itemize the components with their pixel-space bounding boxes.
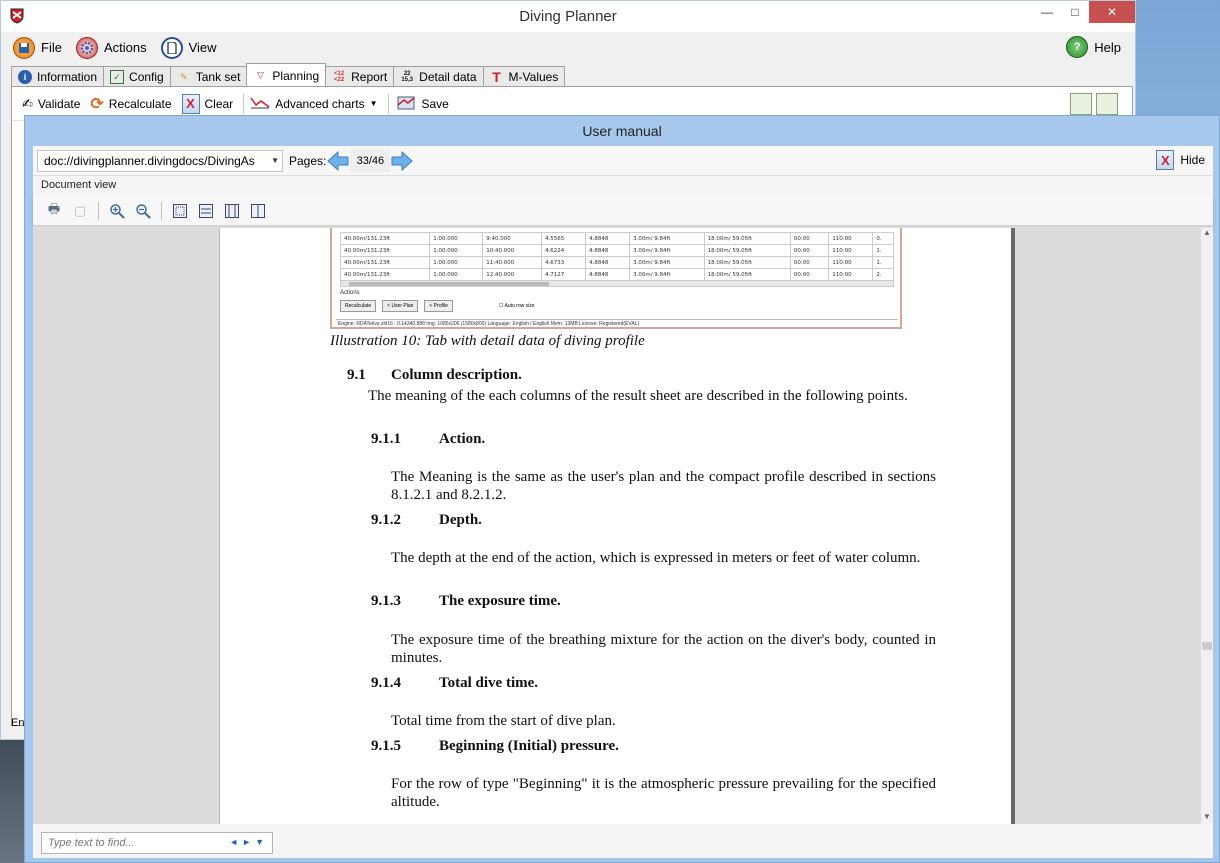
m-values-icon: T: [492, 69, 501, 85]
toolbar-separator: [98, 202, 99, 220]
snippet-table-cell: 3.00m/ 9.84ft: [630, 245, 705, 257]
snippet-table-row: [341, 233, 894, 245]
detail-icon: [400, 70, 414, 84]
snippet-table-cell: 9:40.000: [483, 233, 542, 245]
tab-detail-data[interactable]: [393, 66, 483, 87]
scrollbar-thumb[interactable]: [1202, 642, 1212, 650]
chart-icon: [250, 95, 270, 112]
app-shield-icon: [9, 8, 25, 24]
close-icon: X: [1156, 150, 1174, 170]
snippet-table-cell: 18.00m/ 59.05ft: [704, 233, 790, 245]
snippet-table-cell: 0.: [873, 233, 894, 245]
snippet-table-cell: 110:00: [829, 233, 873, 245]
tab-config[interactable]: [103, 66, 171, 87]
section-number: 9.1: [347, 367, 366, 383]
menu-view-label: View: [188, 40, 217, 55]
report-icon-top: <12: [334, 71, 345, 77]
snippet-table-cell: 4.5565: [542, 233, 586, 245]
help-icon: ?: [1066, 36, 1088, 58]
find-input[interactable]: [41, 832, 273, 854]
check-icon: ✓: [110, 70, 124, 84]
previous-page-button[interactable]: [326, 150, 350, 172]
snippet-table-cell: 3.00m/ 9.84ft: [630, 269, 705, 281]
subsection-text: The exposure time of the breathing mixture for the action on the diver's body, counted in minutes.: [391, 632, 936, 666]
snippet-table-cell: 18.00m/ 59.05ft: [704, 257, 790, 269]
find-placeholder: Type text to find...: [48, 837, 135, 849]
document-scrollbar[interactable]: [1201, 228, 1213, 824]
tab-tank-set[interactable]: [170, 66, 248, 87]
document-page: [219, 228, 1015, 824]
status-text: En: [11, 717, 25, 729]
copy-icon[interactable]: ▢: [73, 202, 87, 218]
snippet-table-cell: 4.8848: [586, 257, 630, 269]
find-bar: [33, 828, 1213, 858]
snippet-recalculate-button: Recalculate: [340, 300, 376, 312]
subsection-number: 9.1.2: [371, 512, 401, 528]
maximize-button[interactable]: □: [1071, 5, 1079, 19]
section-heading: [347, 367, 522, 384]
advanced-charts-label: Advanced charts: [275, 96, 365, 111]
clear-button[interactable]: [182, 94, 234, 114]
snippet-user-plan-button: < User Plan: [382, 300, 418, 312]
subsection-text: Total time from the start of dive plan.: [391, 713, 616, 729]
snippet-auto-row-size: ☐ Auto row size: [498, 303, 535, 309]
snippet-table-row: [341, 245, 894, 257]
snippet-table-cell: 3.00m/ 9.84ft: [630, 257, 705, 269]
snippet-actions-label: Actions: [340, 290, 360, 296]
subsection-heading: [371, 512, 482, 529]
export-icon[interactable]: [1070, 93, 1092, 115]
chevron-down-icon[interactable]: ▼: [271, 155, 279, 165]
subsection-number: 9.1.3: [371, 593, 401, 609]
tab-report-label: Report: [351, 70, 388, 84]
subsection-heading: [371, 738, 619, 755]
snippet-table-cell: 12:40.000: [483, 269, 542, 281]
tab-m-values[interactable]: [483, 66, 566, 87]
validate-icon: ✍: [22, 95, 33, 111]
subsection-number: 9.1.4: [371, 675, 401, 691]
snippet-scrollbar: [340, 280, 894, 287]
document-view-label: Document view: [41, 179, 117, 191]
snippet-table-cell: 4.8848: [586, 269, 630, 281]
hide-button[interactable]: [1156, 150, 1205, 170]
zoom-in-icon[interactable]: [106, 200, 128, 222]
section-intro: The meaning of the each columns of the result sheet are described in the following points.: [368, 388, 908, 404]
snippet-table-cell: 11:40.000: [483, 257, 542, 269]
arrow-left-icon: [326, 151, 350, 171]
zoom-out-icon[interactable]: [132, 200, 154, 222]
subsection-number: 9.1.1: [371, 431, 401, 447]
subsection-heading: [371, 431, 485, 448]
print-icon[interactable]: 🖶: [47, 200, 61, 216]
subsection-text: For the row of type "Beginning" it is the atmospheric pressure prevailing for the specified altitude.: [391, 776, 936, 810]
subsection-title: Depth.: [439, 512, 482, 528]
user-manual-title: User manual: [582, 123, 662, 139]
menu-actions[interactable]: [76, 37, 147, 59]
floppy-icon: [13, 37, 35, 59]
snippet-table-row: [341, 257, 894, 269]
snippet-table-cell: 40.00m/131.23ft: [341, 245, 430, 257]
close-button[interactable]: ✕: [1089, 1, 1135, 23]
snippet-table-cell: 00:00: [790, 233, 828, 245]
validate-button[interactable]: [22, 96, 80, 112]
snippet-table-row: [341, 269, 894, 281]
window-controls: [1033, 1, 1135, 25]
snippet-table: [340, 232, 894, 281]
document-url-combo[interactable]: [37, 150, 283, 172]
snippet-table-cell: 40.00m/131.23ft: [341, 269, 430, 281]
toolbar-right-icons: [1070, 93, 1118, 115]
gear-icon: [76, 37, 98, 59]
menu-file[interactable]: [13, 37, 62, 59]
snippet-table-cell: 40.00m/131.23ft: [341, 233, 430, 245]
scroll-down-icon[interactable]: ▼: [1203, 812, 1211, 821]
document-view-icon: [161, 37, 183, 59]
snippet-table-cell: 00:00: [790, 269, 828, 281]
find-navigation[interactable]: ◄►▼: [229, 837, 268, 847]
subsection-title: Beginning (Initial) pressure.: [439, 738, 619, 754]
clear-icon: X: [182, 94, 200, 114]
tab-tank-set-label: Tank set: [195, 70, 241, 84]
advanced-charts-button[interactable]: [250, 95, 377, 112]
snippet-table-cell: 1.: [873, 245, 894, 257]
main-title-bar: [1, 1, 1135, 32]
subsection-number: 9.1.5: [371, 738, 401, 754]
report-icon-bottom: <22: [334, 77, 345, 83]
snippet-table-cell: 00:00: [790, 257, 828, 269]
menu-help[interactable]: [1066, 36, 1121, 58]
tab-planning-label: Planning: [272, 68, 320, 83]
user-manual-window: [24, 115, 1220, 863]
tab-detail-data-label: Detail data: [419, 70, 477, 84]
document-url: doc://divingplanner.divingdocs/DivingAs: [44, 153, 255, 168]
snippet-table-cell: 18.00m/ 59.05ft: [704, 269, 790, 281]
snippet-table-cell: 4.7127: [542, 269, 586, 281]
section-title: Column description.: [391, 367, 522, 383]
toolbar-separator: [161, 202, 162, 220]
subsection-text: The Meaning is the same as the user's plan and the compact profile described in sections 8.1.2.1 and 8.2.1.2.: [391, 469, 936, 503]
toolbar-separator: [243, 94, 244, 114]
save-label: Save: [421, 96, 449, 111]
single-page-icon[interactable]: [221, 200, 243, 222]
snippet-table-cell: 110:00: [829, 257, 873, 269]
snippet-profile-button: < Profile: [424, 300, 452, 312]
save-button[interactable]: [395, 93, 449, 114]
main-tabs: [11, 66, 564, 87]
snippet-table-cell: 110:00: [829, 269, 873, 281]
report-icon: [332, 70, 346, 84]
snippet-table-cell: 4.6224: [542, 245, 586, 257]
pencil-icon: ✎: [179, 71, 188, 82]
subsection-title: The exposure time.: [439, 593, 561, 609]
arrow-right-icon: [390, 151, 414, 171]
toolbar-separator: [388, 94, 389, 114]
illustration-screenshot: [330, 228, 902, 329]
menu-help-label: Help: [1094, 39, 1121, 55]
snippet-table-cell: 10:40.000: [483, 245, 542, 257]
main-window-title: Diving Planner: [519, 8, 617, 25]
chevron-down-icon: ▼: [369, 99, 378, 108]
user-manual-content: [33, 146, 1213, 858]
subsection-title: Action.: [439, 431, 486, 447]
desktop-background-left: [0, 730, 26, 863]
tab-planning[interactable]: [246, 63, 326, 87]
snippet-table-cell: 00:00: [790, 245, 828, 257]
illustration-caption: Illustration 10: Tab with detail data of diving profile: [330, 333, 645, 349]
recalculate-label: Recalculate: [108, 96, 172, 111]
scroll-up-icon[interactable]: ▲: [1203, 228, 1211, 237]
subsection-title: Total dive time.: [439, 675, 539, 691]
recalculate-button[interactable]: [90, 94, 171, 114]
snippet-table-cell: 1.: [873, 257, 894, 269]
info-icon: i: [18, 70, 32, 84]
two-pages-icon[interactable]: [247, 200, 269, 222]
subsection-heading: [371, 675, 538, 692]
detail-icon-top: 22: [403, 71, 411, 77]
snippet-table-cell: 110:00: [829, 245, 873, 257]
tab-config-label: Config: [129, 70, 164, 84]
tab-m-values-label: M-Values: [508, 70, 559, 84]
validate-label: Validate: [37, 96, 81, 111]
manual-nav-bar: [33, 146, 1213, 176]
detail-icon-bottom: 15,3: [401, 77, 414, 83]
document-viewer[interactable]: [33, 228, 1201, 824]
snippet-table-cell: 1:00.000: [430, 257, 483, 269]
snippet-table-cell: 18.00m/ 59.05ft: [704, 245, 790, 257]
hide-label: Hide: [1180, 153, 1205, 167]
main-menu-bar: [1, 32, 1135, 63]
mail-export-icon[interactable]: [1096, 93, 1118, 115]
document-view-toolbar: [33, 196, 1213, 226]
snippet-auto-row-size-label: Auto row size: [504, 303, 535, 309]
fit-width-icon[interactable]: [195, 200, 217, 222]
snippet-table-cell: 4.6733: [542, 257, 586, 269]
pages-label: Pages:: [289, 153, 327, 168]
menu-file-label: File: [41, 40, 62, 55]
snippet-table-cell: 4.8848: [586, 245, 630, 257]
tab-information-label: Information: [37, 70, 98, 84]
save-chart-icon: [395, 93, 417, 114]
page-number-field[interactable]: 33/46: [350, 150, 390, 172]
snippet-table-cell: 3.00m/ 9.84ft: [630, 233, 705, 245]
snippet-table-cell: 1:00.000: [430, 269, 483, 281]
subsection-text: The depth at the end of the action, which is expressed in meters or feet of water column.: [391, 550, 921, 566]
recalculate-icon: ⟳: [90, 95, 104, 113]
snippet-table-cell: 1:00.000: [430, 233, 483, 245]
tab-information[interactable]: [11, 66, 104, 87]
snippet-buttons: [340, 300, 535, 312]
subsection-heading: [371, 593, 561, 610]
menu-actions-label: Actions: [103, 40, 147, 55]
tab-report[interactable]: [325, 66, 394, 87]
clear-label: Clear: [204, 96, 234, 111]
snippet-status-bar: Engine: RDATekve.zhl16 : 0.14340.888 Img: 1085x206 (1580x800) Language: English / English Mem: 13MB License: Registered(EVAL): [336, 319, 898, 328]
menu-view[interactable]: [161, 37, 217, 59]
funnel-icon: ▽: [256, 70, 264, 80]
snippet-table-cell: 1:00.000: [430, 245, 483, 257]
snippet-table-cell: 40.00m/131.23ft: [341, 257, 430, 269]
snippet-table-cell: 2.: [873, 269, 894, 281]
minimize-button[interactable]: —: [1041, 5, 1053, 19]
actual-size-icon[interactable]: [169, 200, 191, 222]
next-page-button[interactable]: [390, 150, 414, 172]
snippet-table-cell: 4.8848: [586, 233, 630, 245]
